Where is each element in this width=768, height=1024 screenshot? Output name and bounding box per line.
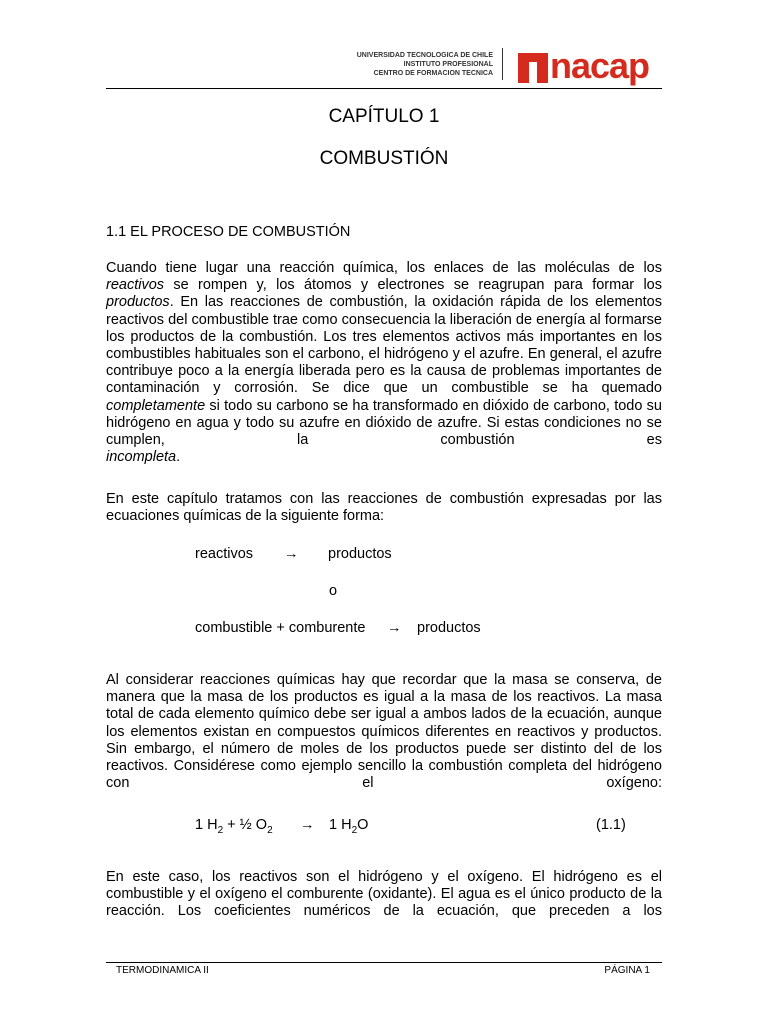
scheme-productos: productos: [328, 546, 392, 562]
emphasis-incompleta: incompleta: [106, 449, 177, 466]
footer-page-number: PÁGINA 1: [604, 965, 650, 976]
institution-line: UNIVERSIDAD TECNOLOGICA DE CHILE: [356, 52, 493, 59]
footer-rule: [106, 962, 662, 963]
paragraph-4: En este caso, los reactivos son el hidrógeno y el oxígeno. El hidrógeno es el combustible y el oxígeno el comburente (oxidante). El agua es el único producto de la reacción. Los coeficientes numéricos de la ecuación, que preceden a los: [106, 869, 662, 920]
subscript: 2: [267, 824, 273, 836]
equation-term: + ½ O: [223, 817, 268, 833]
arrow-icon: →: [300, 817, 315, 833]
emphasis-completamente: completamente: [106, 397, 206, 414]
chapter-number: CAPÍTULO 1: [328, 106, 440, 127]
chapter-title: COMBUSTIÓN: [319, 148, 449, 169]
paragraph-3: Al considerar reacciones químicas hay que recordar que la masa se conserva, de manera que la masa de los productos es igual a la masa de los reactivos. La masa total de cada elemento químico debe ser igual a ambos lados de la ecuación, aunque los elementos existan en compuestos químicos diferentes en reactivos y productos. Sin embargo, el número de moles de los productos puede ser distinto del de los reactivos. Considérese como ejemplo sencillo la combustión completa del hidrógeno con el oxígeno:: [106, 672, 662, 792]
equation-term: 1 H: [329, 817, 352, 833]
header-divider: [502, 48, 503, 80]
institution-line: INSTITUTO PROFESIONAL: [403, 61, 493, 68]
logo-wordmark: nacap: [550, 45, 650, 86]
text-run: Cuando tiene lugar una reacción química, los enlaces de las moléculas de los: [106, 260, 662, 276]
inacap-logo: [518, 45, 660, 86]
scheme-or: o: [329, 583, 338, 599]
scheme-reactivos: reactivos: [195, 546, 254, 562]
institution-block: [357, 51, 493, 78]
subscript: 2: [351, 824, 358, 836]
scheme-productos-2: productos: [417, 620, 481, 636]
logo-mark-icon: [518, 53, 548, 83]
subscript: 2: [217, 824, 224, 836]
text-run: . En las reacciones de combustión, la oxidación rápida de los elementos reactivos del combustible trae como consecuencia la liberación de energía al formarse los productos de la combustión. Los tres elementos activos más importantes en los combustibles habituales son el carbono, el hidrógeno y el azufre. En general, el azufre contribuye poco a la energía liberada pero es la causa de problemas importantes de contaminación y corrosión. Se dice que un combustible se ha quemado: [106, 294, 662, 397]
equation-number: (1.1): [596, 817, 626, 833]
paragraph-1: [106, 260, 662, 466]
institution-line: CENTRO DE FORMACION TECNICA: [373, 70, 493, 77]
paragraph-2: En este capítulo tratamos con las reacciones de combustión expresadas por las ecuaciones químicas de la siguiente forma:: [106, 491, 662, 525]
equation-term: O: [357, 817, 369, 833]
text-run: si todo su carbono se ha transformado en dióxido de carbono, todo su hidrógeno en agua y todo su azufre en dióxido de azufre. Si estas condiciones no se cumplen, la combustión es: [106, 397, 662, 449]
footer-course: TERMODINAMICA II: [116, 965, 209, 976]
section-heading: 1.1 EL PROCESO DE COMBUSTIÓN: [106, 224, 351, 240]
text-run: .: [176, 449, 181, 466]
arrow-icon: →: [387, 620, 402, 636]
equation-reactants: [195, 817, 273, 836]
emphasis-productos: productos: [106, 294, 170, 311]
text-run: se rompen y, los átomos y electrones se reagrupan para formar los: [164, 277, 662, 294]
emphasis-reactivos: reactivos: [106, 277, 165, 294]
scheme-combustible: combustible + comburente: [195, 620, 366, 636]
equation-term: 1 H: [195, 817, 218, 833]
arrow-icon: →: [284, 546, 299, 562]
header-rule: [106, 88, 662, 89]
equation-product: [329, 817, 368, 836]
